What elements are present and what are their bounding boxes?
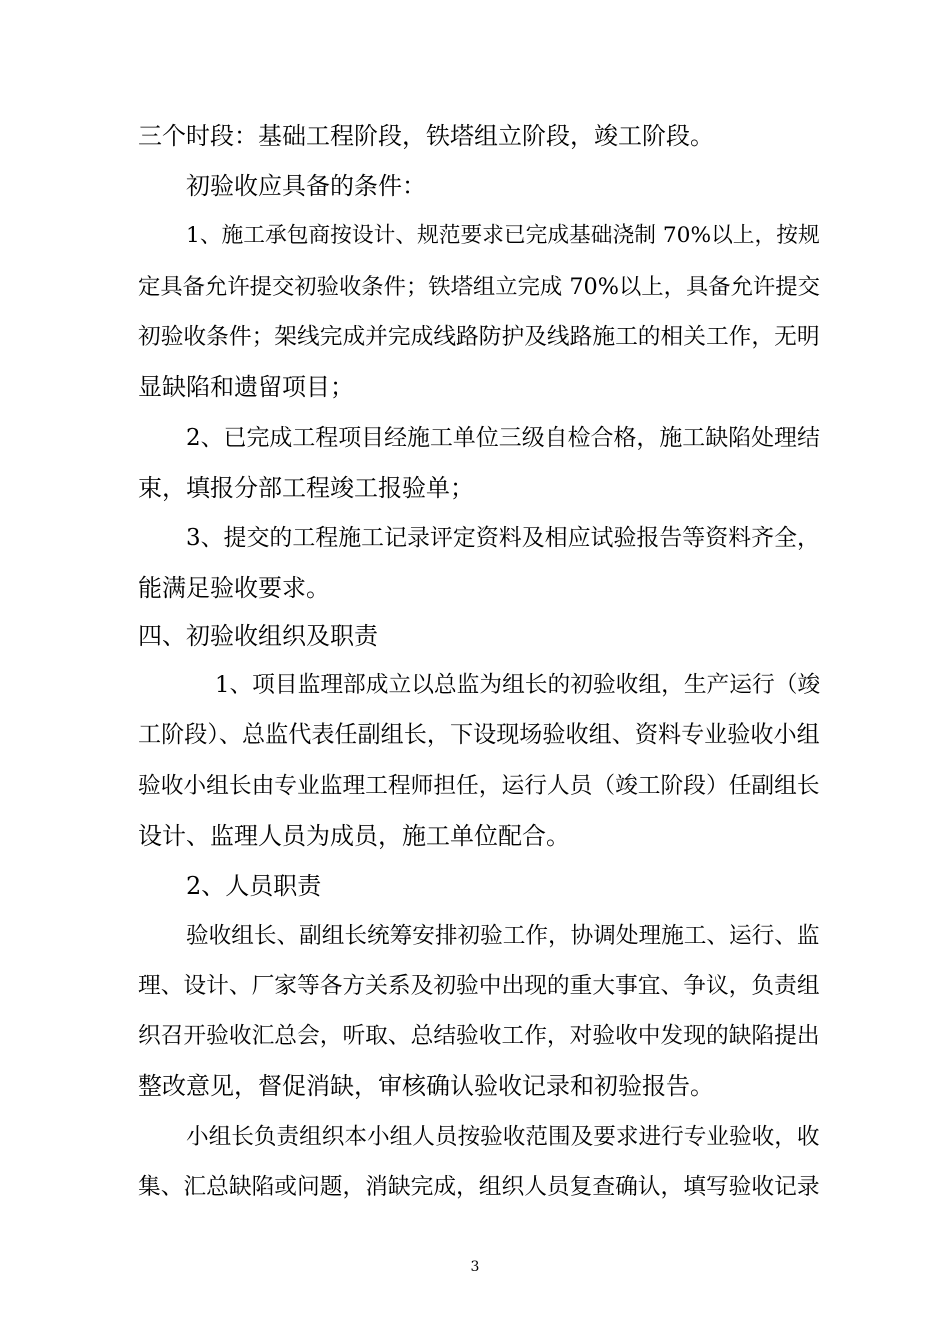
text-line: 初验收条件；架线完成并完成线路防护及线路施工的相关工作，无明 bbox=[138, 324, 820, 350]
text-line: 小组长负责组织本小组人员按验收范围及要求进行专业验收，收 bbox=[186, 1124, 820, 1150]
text-line: 理、设计、厂家等各方关系及初验中出现的重大事宜、争议，负责组 bbox=[138, 973, 820, 999]
text-line: 集、汇总缺陷或问题，消缺完成，组织人员复查确认，填写验收记录 bbox=[138, 1174, 820, 1200]
text-line: 验收组长、副组长统筹安排初验工作，协调处理施工、运行、监 bbox=[186, 923, 820, 949]
text-line: 初验收应具备的条件： bbox=[186, 172, 426, 200]
text-line: 设计、监理人员为成员，施工单位配合。 bbox=[138, 822, 570, 850]
text-line: 能满足验收要求。 bbox=[138, 574, 330, 602]
text-line: 三个时段：基础工程阶段，铁塔组立阶段，竣工阶段。 bbox=[138, 122, 714, 150]
text-line: 定具备允许提交初验收条件；铁塔组立完成 70%以上，具备允许提交 bbox=[138, 274, 820, 300]
text-line: 2、人员职责 bbox=[186, 872, 322, 900]
text-line: 工阶段）、总监代表任副组长，下设现场验收组、资料专业验收小组 bbox=[138, 722, 820, 748]
text-line: 验收小组长由专业监理工程师担任，运行人员（竣工阶段）任副组长 bbox=[138, 773, 820, 799]
text-line: 织召开验收汇总会，听取、总结验收工作，对验收中发现的缺陷提出 bbox=[138, 1023, 820, 1049]
text-line: 1、施工承包商按设计、规范要求已完成基础浇制 70%以上，按规 bbox=[186, 223, 820, 248]
page-number: 3 bbox=[470, 1259, 480, 1275]
section-heading: 四、初验收组织及职责 bbox=[138, 622, 378, 650]
text-line: 整改意见，督促消缺，审核确认验收记录和初验报告。 bbox=[138, 1072, 714, 1100]
text-line: 显缺陷和遗留项目； bbox=[138, 373, 354, 401]
text-line: 3、提交的工程施工记录评定资料及相应试验报告等资料齐全， bbox=[186, 525, 820, 551]
text-line: 2、已完成工程项目经施工单位三级自检合格，施工缺陷处理结 bbox=[186, 425, 820, 451]
text-line: 1、项目监理部成立以总监为组长的初验收组，生产运行（竣 bbox=[215, 672, 821, 698]
text-line: 束，填报分部工程竣工报验单； bbox=[138, 474, 474, 502]
